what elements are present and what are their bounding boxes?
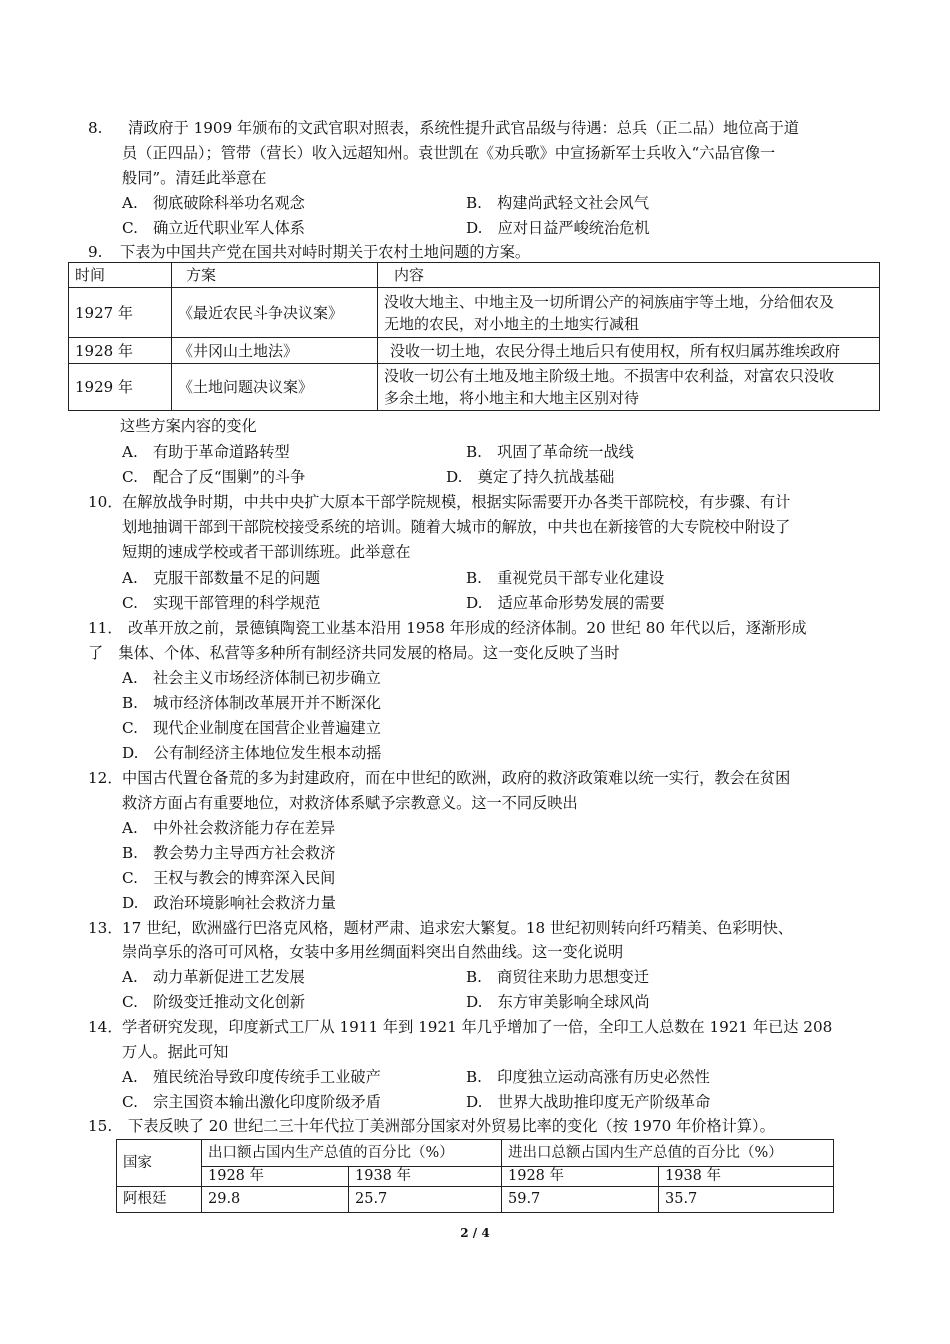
q13-number: 13． <box>88 919 123 937</box>
q14-number: 14． <box>88 1018 123 1036</box>
q9-row3-time: 1929 年 <box>69 364 172 411</box>
q8-line-2: 员（正四品）；管带（营长）收入远超知州。袁世凯在《劝兵歌》中宣扬新军士兵收入“六品官像一 <box>122 144 776 162</box>
table-row <box>69 288 880 338</box>
q9-stem: 这些方案内容的变化 <box>120 417 257 435</box>
q9-number: 9. <box>88 243 103 261</box>
q15-row1-country: 阿根廷 <box>117 1187 202 1213</box>
q12-option-a: A. 中外社会救济能力存在差异 <box>122 819 336 837</box>
q8-option-a: A. 彻底破除科举功名观念 <box>122 194 305 212</box>
q11-option-d: D. 公有制经济主体地位发生根本动摇 <box>122 744 382 762</box>
q15-row1-value2: 25.7 <box>349 1187 502 1213</box>
q8-option-b: B. 构建尚武轻文社会风气 <box>466 194 650 212</box>
q9-row3-content-line2: 多余土地，将小地主和大地主区别对待 <box>384 389 640 407</box>
q13-line-1: 17 世纪，欧洲盛行巴洛克风格，题材严肃、追求宏大繁复。18 世纪初则转向纤巧精美、色彩明快、 <box>122 919 793 937</box>
q11-line-2: 了 集体、个体、私营等多种所有制经济共同发展的格局。这一变化反映了当时 <box>88 644 620 662</box>
q12-line-1: 中国古代置仓备荒的多为封建政府，而在中世纪的欧洲，政府的救济政策难以统一实行，教会在贫困 <box>122 769 791 787</box>
q15-year-4: 1938 年 <box>659 1167 834 1187</box>
q10-option-a: A. 克服干部数量不足的问题 <box>122 569 321 587</box>
q15-table-header-row <box>117 1140 834 1167</box>
q15-year-3: 1928 年 <box>502 1167 659 1187</box>
q9-option-c: C. 配合了反“围剿”的斗争 <box>122 468 306 486</box>
q9-option-a: A. 有助于革命道路转型 <box>122 443 290 461</box>
q14-option-b: B. 印度独立运动高涨有历史必然性 <box>466 1068 710 1086</box>
q10-option-b: B. 重视党员干部专业化建设 <box>466 569 665 587</box>
q9-header-time: 时间 <box>69 263 172 288</box>
q13-option-c: C. 阶级变迁推动文化创新 <box>122 993 305 1011</box>
q12-option-b: B. 教会势力主导西方社会救济 <box>122 844 336 862</box>
q9-row3-plan: 《土地问题决议案》 <box>172 364 378 411</box>
q14-option-c: C. 宗主国资本输出激化印度阶级矛盾 <box>122 1093 381 1111</box>
q8-option-d: D. 应对日益严峻统治危机 <box>466 219 650 237</box>
q11-line-1: 改革开放之前，景德镇陶瓷工业基本沿用 1958 年形成的经济体制。20 世纪 80 年代以后，逐渐形成 <box>128 619 807 637</box>
q9-row2-time: 1928 年 <box>69 338 172 364</box>
q15-header-country: 国家 <box>117 1140 202 1187</box>
q9-row1-content <box>378 288 880 338</box>
q14-option-a: A. 殖民统治导致印度传统手工业破产 <box>122 1068 381 1086</box>
q9-header-plan: 方案 <box>172 263 378 288</box>
page-number: 2 / 4 <box>460 1226 490 1240</box>
q15-trade-table <box>116 1139 834 1213</box>
q10-number: 10． <box>88 493 123 511</box>
q12-option-d: D. 政治环境影响社会救济力量 <box>122 894 336 912</box>
q15-intro: 下表反映了 20 世纪二三十年代拉丁美洲部分国家对外贸易比率的变化（按 1970 年价格计算）。 <box>128 1117 775 1135</box>
q10-option-c: C. 实现干部管理的科学规范 <box>122 594 321 612</box>
q15-header-export: 出口额占国内生产总值的百分比（%） <box>202 1140 502 1167</box>
q9-row1-time: 1927 年 <box>69 288 172 338</box>
table-row <box>69 338 880 364</box>
q12-option-c: C. 王权与教会的博弈深入民间 <box>122 869 336 887</box>
q9-row3-content <box>378 364 880 411</box>
q10-option-d: D. 适应革命形势发展的需要 <box>466 594 665 612</box>
q9-option-d: D. 奠定了持久抗战基础 <box>446 468 615 486</box>
q15-number: 15. <box>88 1117 113 1135</box>
q11-option-a: A. 社会主义市场经济体制已初步确立 <box>122 669 381 687</box>
table-row <box>117 1187 834 1213</box>
q13-line-2: 崇尚享乐的洛可可风格，女装中多用丝绸面料突出自然曲线。这一变化说明 <box>122 943 624 961</box>
q15-row1-value3: 59.7 <box>502 1187 659 1213</box>
q8-line-3: 般同”。清廷此举意在 <box>122 169 267 187</box>
q10-line-2: 划地抽调干部到干部院校接受系统的培训。随着大城市的解放，中共也在新接管的大专院校中附设了 <box>122 518 791 536</box>
q14-option-d: D. 世界大战助推印度无产阶级革命 <box>466 1093 711 1111</box>
q11-option-b: B. 城市经济体制改革展开并不断深化 <box>122 694 381 712</box>
q15-year-1: 1928 年 <box>202 1167 349 1187</box>
q9-row2-plan: 《井冈山土地法》 <box>172 338 378 364</box>
q9-row2-content-line1: 没收一切土地，农民分得土地后只有使用权，所有权归属苏维埃政府 <box>390 341 841 360</box>
q15-header-trade: 进出口总额占国内生产总值的百分比（%） <box>502 1140 834 1167</box>
q9-table-header-row <box>69 263 880 288</box>
q8-line-1: 清政府于 1909 年颁布的文武官职对照表，系统性提升武官品级与待遇：总兵（正二品）地位高于道 <box>128 119 799 137</box>
q12-line-2: 救济方面占有重要地位，对救济体系赋予宗教意义。这一不同反映出 <box>122 794 578 812</box>
q10-line-1: 在解放战争时期，中共中央扩大原本干部学院规模，根据实际需要开办各类干部院校，有步骤、有计 <box>122 493 791 511</box>
q14-line-2: 万人。据此可知 <box>122 1043 229 1061</box>
q10-line-3: 短期的速成学校或者干部训练班。此举意在 <box>122 543 411 561</box>
q9-intro: 下表为中国共产党在国共对峙时期关于农村土地问题的方案。 <box>120 243 531 261</box>
q11-number: 11． <box>88 619 123 637</box>
q9-row1-content-line2: 无地的农民，对小地主的土地实行减租 <box>384 314 640 333</box>
q11-option-c: C. 现代企业制度在国营企业普遍建立 <box>122 719 381 737</box>
q9-header-content: 内容 <box>378 263 880 288</box>
q15-row1-value4: 35.7 <box>659 1187 834 1213</box>
q15-table-year-row <box>117 1167 834 1187</box>
q9-row2-content <box>378 338 880 364</box>
q9-row3-content-line1: 没收一切公有土地及地主阶级土地。不损害中农利益，对富农只没收 <box>384 367 835 385</box>
q9-row1-content-line1: 没收大地主、中地主及一切所谓公产的祠族庙宇等土地，分给佃农及 <box>384 292 835 311</box>
q15-year-2: 1938 年 <box>349 1167 502 1187</box>
q8-number: 8. <box>88 119 103 137</box>
q15-row1-value1: 29.8 <box>202 1187 349 1213</box>
q9-row1-plan: 《最近农民斗争决议案》 <box>172 288 378 338</box>
q13-option-d: D. 东方审美影响全球风尚 <box>466 993 650 1011</box>
table-row <box>69 364 880 411</box>
q9-option-b: B. 巩固了革命统一战线 <box>466 443 634 461</box>
q14-line-1: 学者研究发现，印度新式工厂从 1911 年到 1921 年几乎增加了一倍，全印工人总数在 1921 年已达 208 <box>122 1018 833 1036</box>
q9-land-policy-table <box>68 262 880 411</box>
q13-option-b: B. 商贸往来助力思想变迁 <box>466 968 650 986</box>
q8-option-c: C. 确立近代职业军人体系 <box>122 219 305 237</box>
q13-option-a: A. 动力革新促进工艺发展 <box>122 968 305 986</box>
q12-number: 12． <box>88 769 123 787</box>
